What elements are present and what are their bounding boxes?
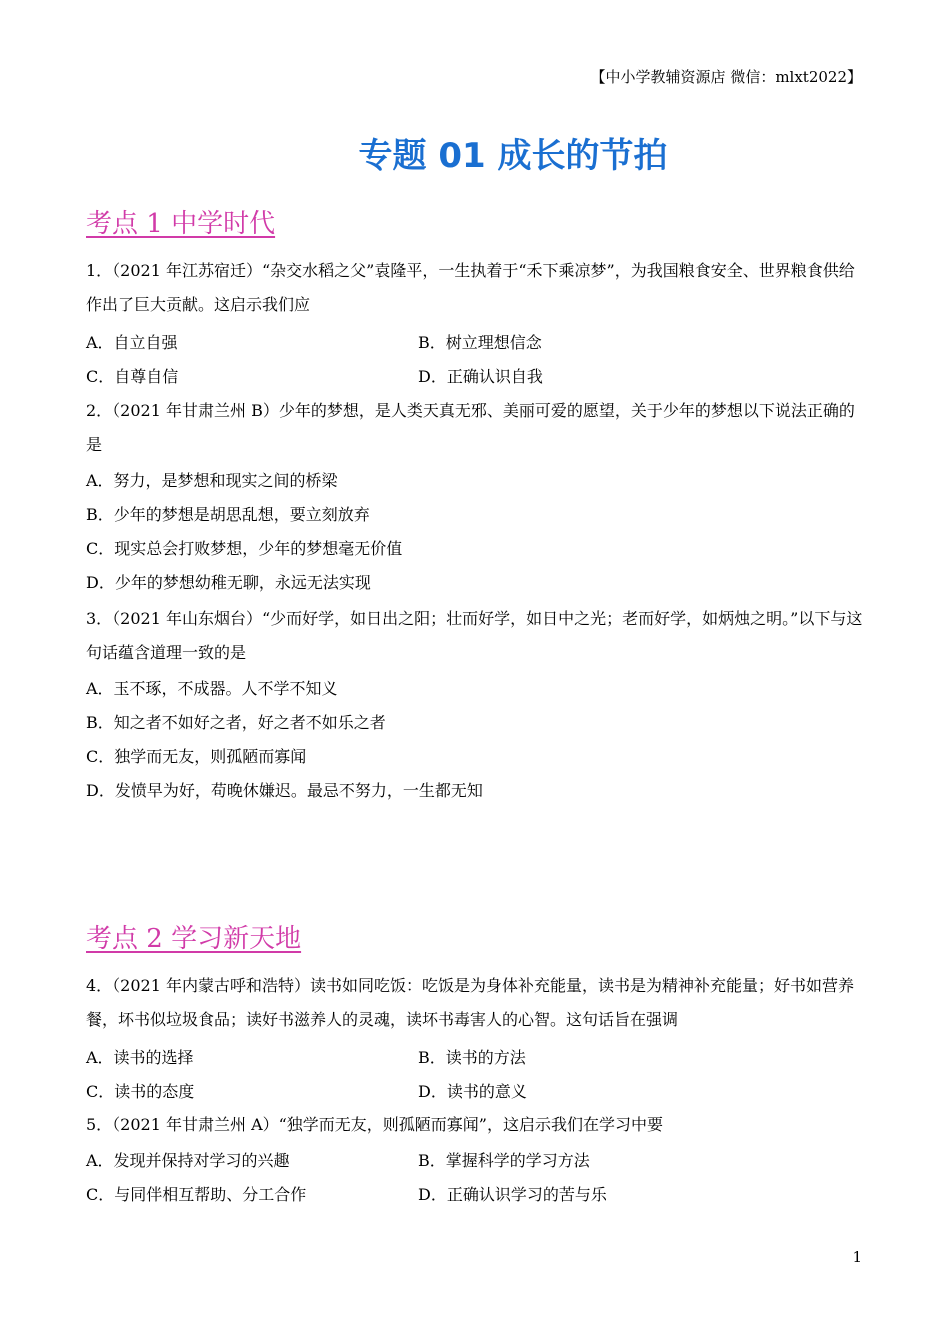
header-note: 【中小学教辅资源店 微信：mlxt2022】 xyxy=(590,68,862,86)
question-5-option-c: C．与同伴相互帮助、分工合作 xyxy=(86,1185,307,1204)
question-2-option-a: A．努力，是梦想和现实之间的桥梁 xyxy=(86,471,338,490)
page-number: 1 xyxy=(852,1248,862,1266)
question-3-option-a: A．玉不琢，不成器。人不学不知义 xyxy=(86,679,338,698)
question-5-option-d: D．正确认识学习的苦与乐 xyxy=(418,1185,607,1204)
question-4-stem: 4．（2021 年内蒙古呼和浩特）读书如同吃饭：吃饭是为身体补充能量，读书是为精神补充能量；好书如营养餐，坏书似垃圾食品；读好书滋养人的灵魂，读坏书毒害人的心智。这句话旨在强调 xyxy=(86,976,854,1029)
question-4-option-c: C．读书的态度 xyxy=(86,1082,195,1101)
question-3-option-b: B．知之者不如好之者，好之者不如乐之者 xyxy=(86,713,386,732)
question-1-option-d: D．正确认识自我 xyxy=(418,367,543,386)
question-2-option-c: C．现实总会打败梦想，少年的梦想毫无价值 xyxy=(86,539,403,558)
question-1-stem: 1．（2021 年江苏宿迁）“杂交水稻之父”袁隆平，一生执着于“禾下乘凉梦”，为我国粮食安全、世界粮食供给作出了巨大贡献。这启示我们应 xyxy=(86,261,855,314)
question-4-option-b: B．读书的方法 xyxy=(418,1048,526,1067)
question-1-option-a: A．自立自强 xyxy=(86,333,178,352)
page-title: 专题 01 成长的节拍 xyxy=(358,136,668,176)
question-2-option-d: D．少年的梦想幼稚无聊，永远无法实现 xyxy=(86,573,371,592)
question-1-option-b: B．树立理想信念 xyxy=(418,333,542,352)
question-4-option-d: D．读书的意义 xyxy=(418,1082,527,1101)
question-3-option-c: C．独学而无友，则孤陋而寡闻 xyxy=(86,747,307,766)
question-2-stem: 2．（2021 年甘肃兰州 B）少年的梦想，是人类天真无邪、美丽可爱的愿望，关于少年的梦想以下说法正确的是 xyxy=(86,401,855,454)
question-3-option-d: D．发愤早为好，苟晚休嫌迟。最忌不努力，一生都无知 xyxy=(86,781,483,800)
question-2-option-b: B．少年的梦想是胡思乱想，要立刻放弃 xyxy=(86,505,370,524)
question-5-option-a: A．发现并保持对学习的兴趣 xyxy=(86,1151,290,1170)
question-4-option-a: A．读书的选择 xyxy=(86,1048,194,1067)
section-heading-1: 考点 1 中学时代 xyxy=(86,209,276,239)
question-5-option-b: B．掌握科学的学习方法 xyxy=(418,1151,590,1170)
question-3-stem: 3．（2021 年山东烟台）“少而好学，如日出之阳；壮而好学，如日中之光；老而好学，如炳烛之明。”以下与这句话蕴含道理一致的是 xyxy=(86,609,863,662)
question-1-option-c: C．自尊自信 xyxy=(86,367,179,386)
question-5-stem: 5．（2021 年甘肃兰州 A）“独学而无友，则孤陋而寡闻”，这启示我们在学习中要 xyxy=(86,1115,663,1134)
section-heading-2: 考点 2 学习新天地 xyxy=(86,924,302,954)
